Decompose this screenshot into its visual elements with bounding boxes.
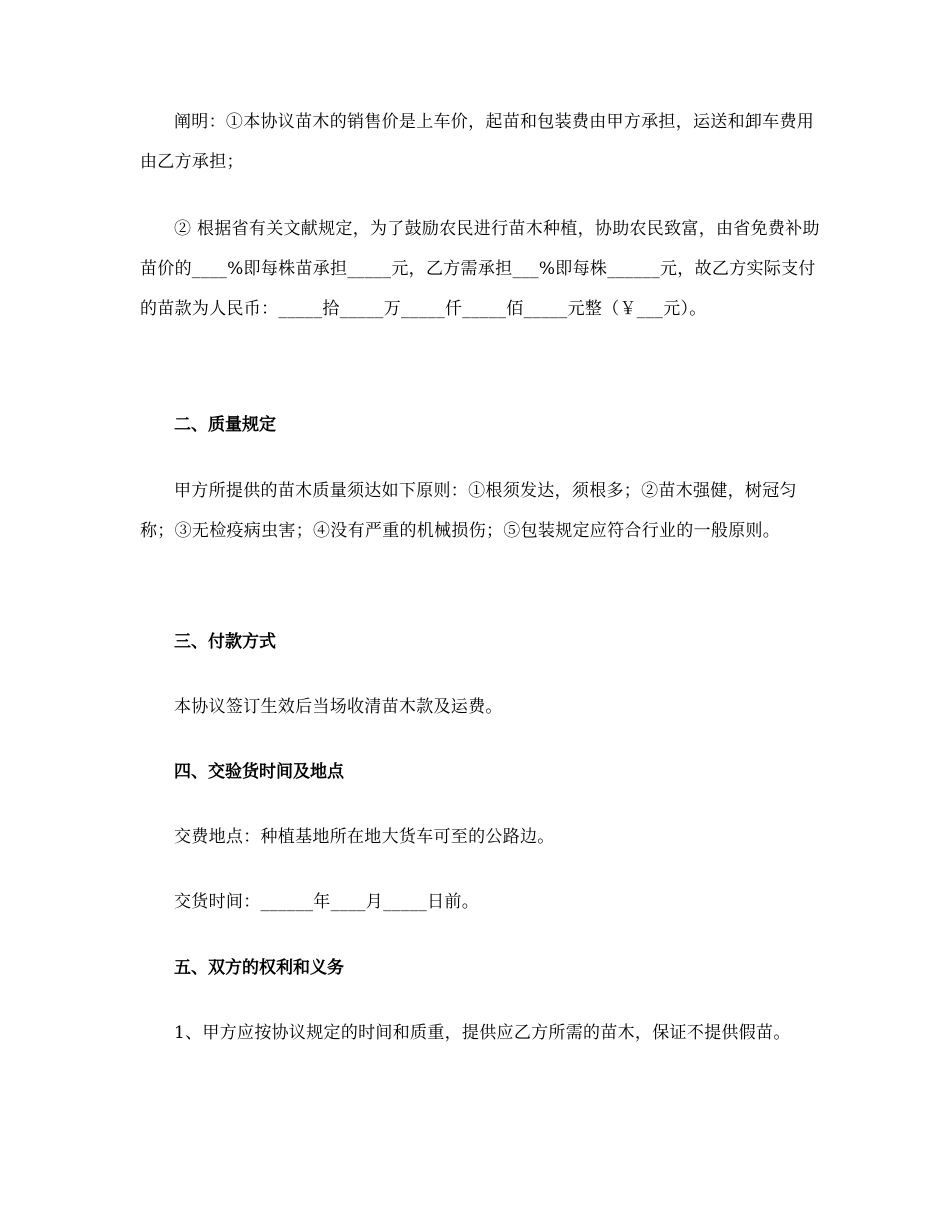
clarification-paragraph: 阐明：①本协议苗木的销售价是上车价，起苗和包装费由甲方承担，运送和卸车费用由乙方承担； — [140, 112, 815, 172]
section-payment-body: 本协议签订生效后当场收清苗木款及运费。 — [174, 697, 503, 717]
section-payment-title: 三、付款方式 — [174, 632, 276, 652]
delivery-place: 交费地点：种植基地所在地大货车可至的公路边。 — [174, 827, 555, 847]
delivery-time: 交货时间：______年____月_____日前。 — [174, 892, 479, 912]
section-quality-body: 甲方所提供的苗木质量须达如下原则：①根须发达，须根多；②苗木强健，树冠匀称；③无检疫病虫害；④没有严重的机械损伤；⑤包装规定应符合行业的一般原则。 — [140, 481, 797, 541]
section-quality-title: 二、质量规定 — [174, 415, 276, 435]
section-delivery-title: 四、交验货时间及地点 — [174, 762, 344, 782]
section-rights-title: 五、双方的权利和义务 — [174, 958, 344, 978]
subsidy-paragraph: ② 根据省有关文献规定，为了鼓励农民进行苗木种植，协助农民致富，由省免费补助苗价的____%即每株苗承担_____元，乙方需承担___%即每株______元，故乙方实际支付的苗款为人民币：_____拾_____万_____仟_____佰_____元整（￥___元）。 — [140, 219, 820, 319]
rights-item-1: 1、甲方应按协议规定的时间和质重，提供应乙方所需的苗木，保证不提供假苗。 — [174, 1023, 791, 1043]
